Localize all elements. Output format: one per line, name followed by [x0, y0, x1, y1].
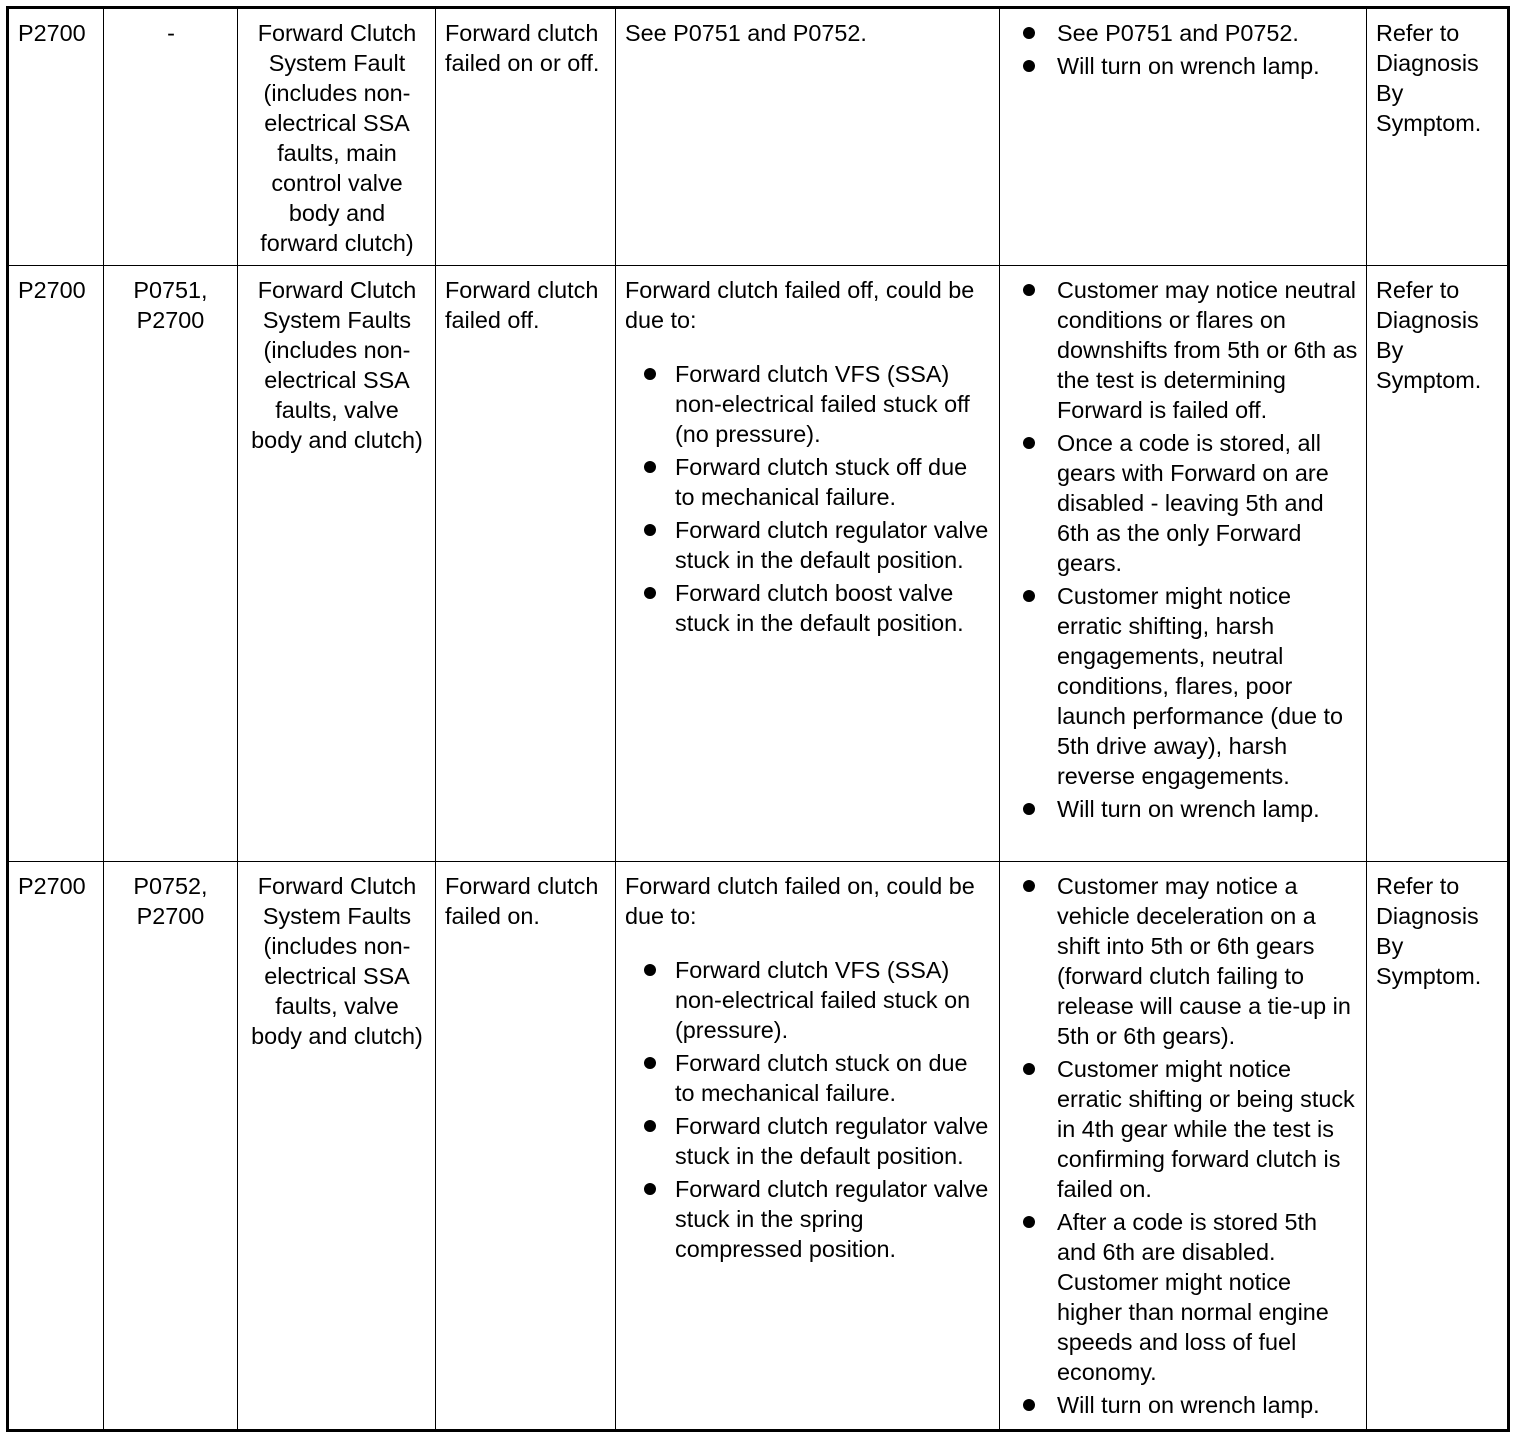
list-item: Will turn on wrench lamp. [1009, 1390, 1358, 1420]
cause-list [625, 955, 991, 1264]
fault-description: Forward Clutch System Faults (includes non-electrical SSA faults, valve body and clutch) [238, 862, 436, 1431]
list-item: Customer might notice erratic shifting or being stuck in 4th gear while the test is confirming forward clutch is failed on. [1009, 1054, 1358, 1204]
dtc-table-body [8, 8, 1509, 1431]
fault-description: Forward Clutch System Faults (includes non-electrical SSA faults, valve body and clutch) [238, 266, 436, 862]
related-codes: P0752, P2700 [104, 862, 238, 1431]
list-item: Forward clutch regulator valve stuck in the default position. [625, 1111, 991, 1171]
table-row [8, 862, 1509, 1431]
dtc-code: P2700 [8, 266, 104, 862]
table-row [8, 266, 1509, 862]
fault-description: Forward Clutch System Fault (includes non-electrical SSA faults, main control valve body and forward clutch) [238, 8, 436, 266]
list-item: Forward clutch stuck on due to mechanical failure. [625, 1048, 991, 1108]
symptom-list [1009, 871, 1358, 1420]
action: Refer to Diagnosis By Symptom. [1367, 266, 1509, 862]
list-item: Customer may notice a vehicle deceleration on a shift into 5th or 6th gears (forward clutch failing to release will cause a tie-up in 5th or 6th gears). [1009, 871, 1358, 1051]
list-item: Forward clutch regulator valve stuck in the spring compressed position. [625, 1174, 991, 1264]
fault-condition: Forward clutch failed on or off. [436, 8, 616, 266]
list-item: Customer might notice erratic shifting, harsh engagements, neutral conditions, flares, poor launch performance (due to 5th drive away), harsh reverse engagements. [1009, 581, 1358, 791]
cause-list [625, 359, 991, 638]
possible-causes [616, 862, 1000, 1431]
symptom-list [1009, 18, 1358, 81]
dtc-code: P2700 [8, 862, 104, 1431]
list-item: Will turn on wrench lamp. [1009, 51, 1358, 81]
related-codes: - [104, 8, 238, 266]
cause-intro: Forward clutch failed on, could be due to: [625, 873, 975, 929]
list-item: Customer may notice neutral conditions or flares on downshifts from 5th or 6th as the test is determining Forward is failed off. [1009, 275, 1358, 425]
list-item: Forward clutch VFS (SSA) non-electrical failed stuck on (pressure). [625, 955, 991, 1045]
possible-causes [616, 8, 1000, 266]
dtc-code: P2700 [8, 8, 104, 266]
dtc-table [6, 6, 1510, 1432]
symptom-list [1009, 275, 1358, 824]
list-item: Forward clutch boost valve stuck in the default position. [625, 578, 991, 638]
cause-intro: See P0751 and P0752. [625, 20, 867, 46]
list-item: Forward clutch VFS (SSA) non-electrical failed stuck off (no pressure). [625, 359, 991, 449]
list-item: Once a code is stored, all gears with Forward on are disabled - leaving 5th and 6th as the only Forward gears. [1009, 428, 1358, 578]
action: Refer to Diagnosis By Symptom. [1367, 862, 1509, 1431]
fault-condition: Forward clutch failed off. [436, 266, 616, 862]
list-item: Will turn on wrench lamp. [1009, 794, 1358, 824]
symptoms [1000, 266, 1367, 862]
list-item: Forward clutch regulator valve stuck in the default position. [625, 515, 991, 575]
symptoms [1000, 862, 1367, 1431]
list-item: Forward clutch stuck off due to mechanical failure. [625, 452, 991, 512]
table-row [8, 8, 1509, 266]
list-item: After a code is stored 5th and 6th are disabled. Customer might notice higher than normal engine speeds and loss of fuel economy. [1009, 1207, 1358, 1387]
possible-causes [616, 266, 1000, 862]
related-codes: P0751, P2700 [104, 266, 238, 862]
action: Refer to Diagnosis By Symptom. [1367, 8, 1509, 266]
fault-condition: Forward clutch failed on. [436, 862, 616, 1431]
symptoms [1000, 8, 1367, 266]
list-item: See P0751 and P0752. [1009, 18, 1358, 48]
cause-intro: Forward clutch failed off, could be due to: [625, 277, 975, 333]
